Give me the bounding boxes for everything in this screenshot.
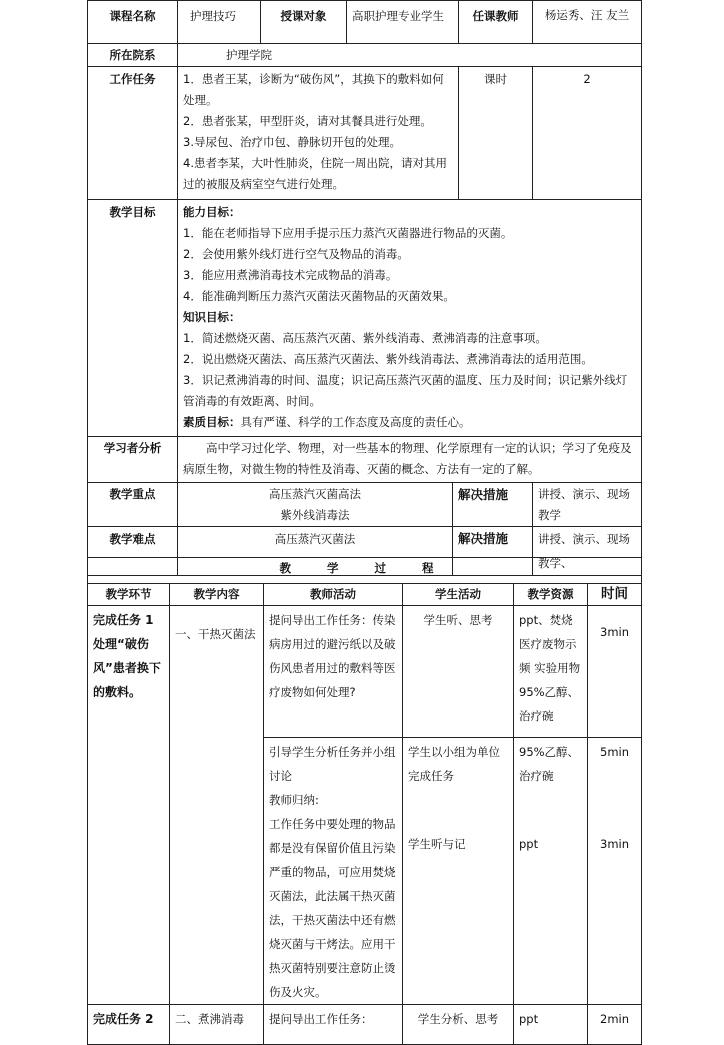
course-name-value: 护理技巧	[178, 1, 261, 44]
resource-cell: ppt	[514, 1005, 588, 1045]
ability-item: 1．能在老师指导下应用手提示压力蒸汽灭菌器进行物品的灭菌。	[183, 226, 513, 240]
ability-item: 2．会使用紫外线灯进行空气及物品的消毒。	[183, 247, 409, 261]
ability-item: 4．能准确判断压力蒸汽灭菌法灭菌物品的灭菌效果。	[183, 289, 455, 303]
teacher-activity-cell: 提问导出工作任务：传染病房用过的避污纸以及破伤风患者用过的敷料等医疗废物如何处理?	[264, 606, 403, 738]
difficulty-measure-label: 解决措施	[453, 527, 533, 576]
teacher-summary-title: 教师归纳:	[269, 793, 319, 807]
college-value: 护理学院	[178, 44, 642, 67]
task-item: 3.导尿包、治疗巾包、静脉切开包的处理。	[183, 135, 401, 149]
keypoint-item: 紫外线消毒法	[280, 508, 350, 522]
task-item: 4.患者李某，大叶性肺炎，住院一周出院，请对其用过的被服及病室空气进行处理。	[183, 156, 447, 191]
table-row	[88, 1005, 642, 1045]
keypoints-measure: 讲授、演示、现场教学	[533, 483, 642, 527]
process-header-stage: 教学环节	[88, 584, 170, 606]
course-name-label: 课程名称	[88, 1, 178, 44]
learner-label: 学习者分析	[88, 437, 178, 483]
ability-title: 能力目标：	[183, 205, 241, 219]
resource-cell	[514, 738, 588, 1005]
hours-value: 2	[533, 67, 642, 200]
difficulty-label: 教学难点	[88, 527, 178, 576]
college-label: 所在院系	[88, 44, 178, 67]
teacher-activity-cell: 提问导出工作任务：	[264, 1005, 403, 1045]
process-table	[87, 557, 642, 1045]
student-activity-cell: 学生分析、思考	[403, 1005, 514, 1045]
tasks-label: 工作任务	[88, 67, 178, 200]
knowledge-title: 知识目标：	[183, 310, 241, 324]
process-header-time: 时间	[588, 584, 642, 606]
table-row	[88, 606, 642, 738]
student-activity-cell: 学生听、思考	[403, 606, 514, 738]
objectives-label: 教学目标	[88, 200, 178, 437]
keypoints-label: 教学重点	[88, 483, 178, 527]
hours-label: 课时	[459, 67, 533, 200]
time-a: 5min	[600, 745, 630, 759]
difficulty-item: 高压蒸汽灭菌法	[178, 527, 453, 576]
time-b: 3min	[600, 837, 630, 851]
time-cell	[588, 738, 642, 1005]
student-activity-b: 学生听与记	[408, 837, 466, 851]
task-item: 1．患者王某，诊断为“破伤风”，其换下的敷料如何处理。	[183, 72, 444, 107]
stage-cell: 完成任务 1 处理“破伤风”患者换下的敷料。	[88, 606, 170, 1005]
teacher-value: 杨运秀、汪 友兰	[533, 1, 642, 44]
teacher-label: 任课教师	[459, 1, 533, 44]
keypoint-item: 高压蒸汽灭菌高法	[269, 487, 361, 501]
knowledge-item: 3．识记煮沸消毒的时间、温度；识记高压蒸汽灭菌的温度、压力及时间；识记紫外线灯管消毒的有效距离、时间。	[183, 373, 628, 408]
tasks-list	[178, 67, 459, 200]
audience-label: 授课对象	[261, 1, 347, 44]
time-cell: 3min	[588, 606, 642, 738]
teacher-guide: 引导学生分析任务并小组讨论	[269, 745, 396, 783]
resource-a: 95%乙醇、治疗碗	[519, 745, 580, 783]
course-info-table	[87, 0, 642, 576]
quality-title: 素质目标：	[183, 415, 241, 429]
audience-value: 高职护理专业学生	[347, 1, 459, 44]
resource-cell: ppt、焚烧医疗废物示频 实验用物 95%乙醇、治疗碗	[514, 606, 588, 738]
quality-text: 具有严谨、科学的工作态度及高度的责任心。	[240, 415, 471, 429]
keypoints-list	[178, 483, 453, 527]
resource-b: ppt	[519, 837, 539, 851]
student-activity-a: 学生以小组为单位完成任务	[408, 745, 500, 783]
teacher-activity-cell	[264, 738, 403, 1005]
difficulty-measure: 讲授、演示、现场教学、	[533, 527, 642, 576]
knowledge-item: 1．简述燃烧灭菌、高压蒸汽灭菌、紫外线消毒、煮沸消毒的注意事项。	[183, 331, 547, 345]
keypoints-measure-label: 解决措施	[453, 483, 533, 527]
process-header-student: 学生活动	[403, 584, 514, 606]
task-item: 2．患者张某，甲型肝炎，请对其餐具进行处理。	[183, 114, 432, 128]
objectives-content	[178, 200, 642, 437]
student-activity-cell	[403, 738, 514, 1005]
time-cell: 2min	[588, 1005, 642, 1045]
process-header-teacher: 教师活动	[264, 584, 403, 606]
stage-cell: 完成任务 2	[88, 1005, 170, 1045]
process-header-resource: 教学资源	[514, 584, 588, 606]
content-cell: 二、煮沸消毒	[170, 1005, 264, 1045]
knowledge-item: 2．说出燃烧灭菌法、高压蒸汽灭菌法、紫外线消毒法、煮沸消毒法的适用范围。	[183, 352, 593, 366]
ability-item: 3．能应用煮沸消毒技术完成物品的消毒。	[183, 268, 398, 282]
process-title: 教 学 过 程	[88, 558, 642, 584]
process-header-content: 教学内容	[170, 584, 264, 606]
content-cell: 一、干热灭菌法	[170, 606, 264, 1005]
teacher-summary: 工作任务中要处理的物品都是没有保留价值且污染严重的物品，可应用焚烧灭菌法，此法属干热灭菌法，干热灭菌法中还有燃烧灭菌与干烤法。应用干热灭菌特别要注意防止烫伤及火灾。	[269, 817, 396, 999]
learner-text: 高中学习过化学、物理，对一些基本的物理、化学原理有一定的认识；学习了免疫及病原生物，对微生物的特性及消毒、灭菌的概念、方法有一定的了解。	[178, 437, 642, 483]
